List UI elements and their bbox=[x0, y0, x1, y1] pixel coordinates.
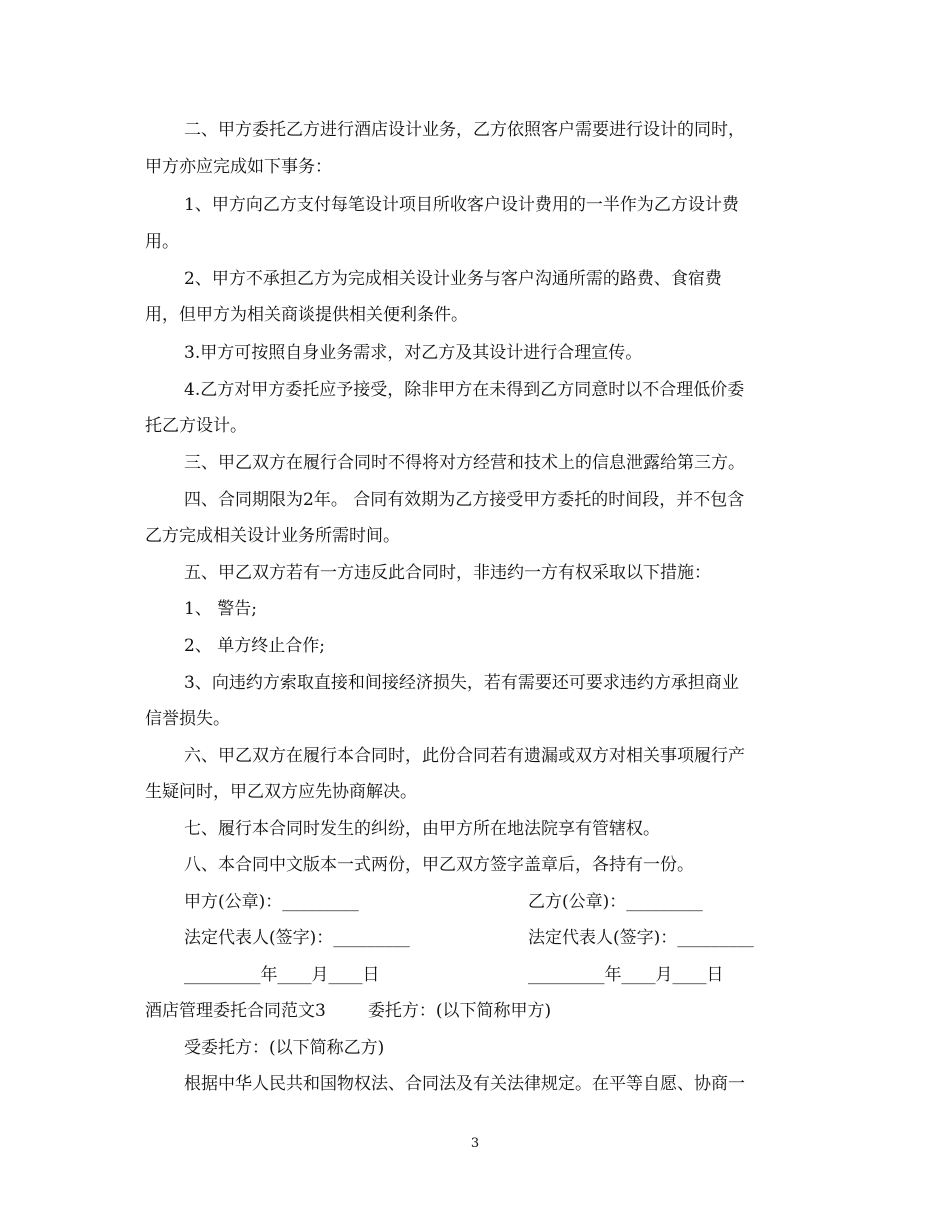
paragraph-line: 三、甲乙双方在履行合同时不得将对方经营和技术上的信息泄露给第三方。 bbox=[184, 453, 745, 473]
party-a-date: _________年____月____日 bbox=[184, 965, 380, 985]
paragraph-line: 四、合同期限为2年。 合同有效期为乙方接受甲方委托的时间段，并不包含 bbox=[184, 490, 745, 510]
party-b-seal: 乙方(公章)：_________ bbox=[528, 892, 703, 912]
paragraph-line: 信誉损失。 bbox=[145, 709, 230, 729]
paragraph-line: 八、本合同中文版本一式两份，甲乙双方签字盖章后，各持有一份。 bbox=[184, 855, 694, 875]
paragraph-line: 甲方亦应完成如下事务： bbox=[145, 157, 332, 177]
trustee-party-label: 受委托方：(以下简称乙方) bbox=[184, 1038, 385, 1058]
paragraph-line: 七、履行本合同时发生的纠纷，由甲方所在地法院享有管辖权。 bbox=[184, 819, 660, 839]
paragraph-line: 2、甲方不承担乙方为完成相关设计业务与客户沟通所需的路费、食宿费 bbox=[184, 269, 722, 289]
list-item: 3、向违约方索取直接和间接经济损失，若有需要还可要求违约方承担商业 bbox=[184, 673, 739, 693]
paragraph-line: 六、甲乙双方在履行本合同时，此份合同若有遗漏或双方对相关事项履行产 bbox=[184, 746, 745, 766]
party-a-seal: 甲方(公章)：_________ bbox=[184, 892, 359, 912]
list-item: 2、 单方终止合作; bbox=[184, 636, 325, 656]
party-b-representative: 法定代表人(签字)：_________ bbox=[528, 928, 754, 948]
paragraph-line: 生疑问时，甲乙双方应先协商解决。 bbox=[145, 782, 417, 802]
list-item: 1、 警告; bbox=[184, 599, 257, 619]
next-contract-title: 酒店管理委托合同范文3 bbox=[145, 1001, 326, 1021]
paragraph-line: 4.乙方对甲方委托应予接受，除非甲方在未得到乙方同意时以不合理低价委 bbox=[184, 380, 745, 400]
paragraph-line: 根据中华人民共和国物权法、合同法及有关法律规定。在平等自愿、协商一 bbox=[184, 1074, 745, 1094]
paragraph-line: 用。 bbox=[145, 232, 179, 252]
paragraph-line: 1、甲方向乙方支付每笔设计项目所收客户设计费用的一半作为乙方设计费 bbox=[184, 195, 739, 215]
paragraph-line: 用，但甲方为相关商谈提供相关便利条件。 bbox=[145, 305, 468, 325]
next-contract-heading-line bbox=[145, 999, 551, 1023]
client-party-label: 委托方：(以下简称甲方) bbox=[367, 1001, 552, 1021]
paragraph-line: 二、甲方委托乙方进行酒店设计业务，乙方依照客户需要进行设计的同时， bbox=[184, 120, 745, 140]
paragraph-line: 托乙方设计。 bbox=[145, 416, 247, 436]
party-a-representative: 法定代表人(签字)：_________ bbox=[184, 928, 410, 948]
paragraph-line: 3.甲方可按照自身业务需求，对乙方及其设计进行合理宣传。 bbox=[184, 343, 643, 363]
page-number: 3 bbox=[470, 1136, 480, 1151]
party-b-date: _________年____月____日 bbox=[528, 965, 724, 985]
paragraph-line: 乙方完成相关设计业务所需时间。 bbox=[145, 526, 400, 546]
paragraph-line: 五、甲乙双方若有一方违反此合同时，非违约一方有权采取以下措施： bbox=[184, 563, 711, 583]
